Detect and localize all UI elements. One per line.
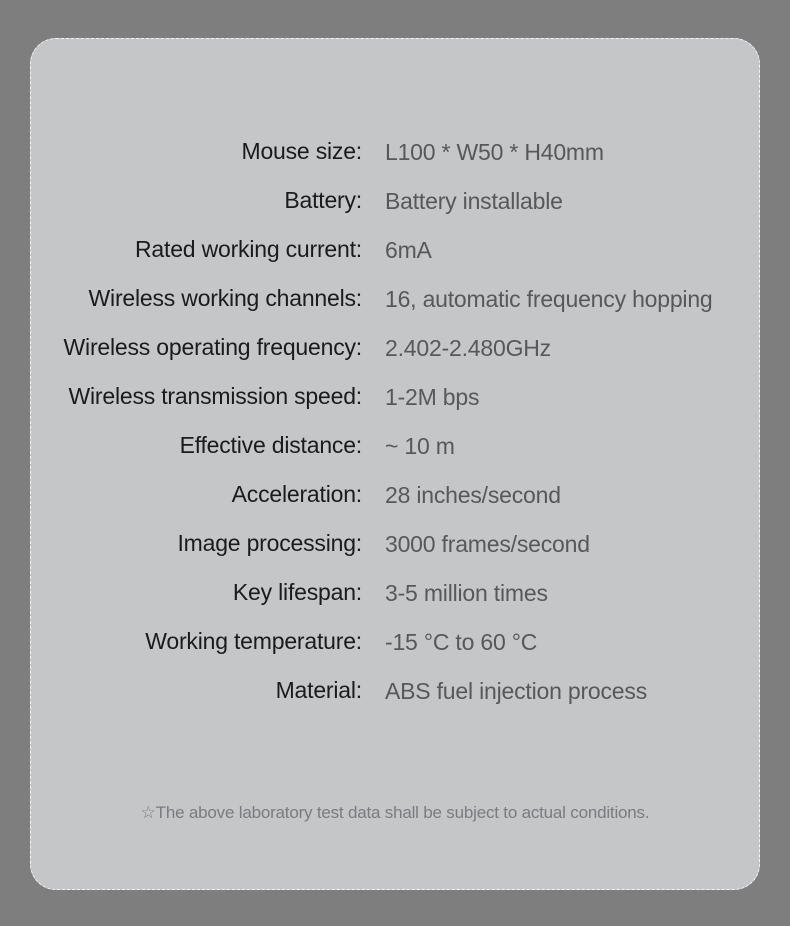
footnote-disclaimer: ☆The above laboratory test data shall be subject to actual conditions.: [140, 803, 650, 822]
spec-list: [31, 136, 759, 724]
spec-label: Mouse size:: [241, 138, 362, 164]
spec-row-wireless-frequency: [31, 332, 759, 381]
spec-row-mouse-size: [31, 136, 759, 185]
spec-value: ABS fuel injection process: [385, 678, 647, 704]
spec-label: Battery:: [284, 187, 362, 213]
spec-label: Rated working current:: [135, 236, 362, 262]
spec-row-effective-distance: [31, 430, 759, 479]
spec-row-transmission-speed: [31, 381, 759, 430]
spec-label: Wireless operating frequency:: [63, 334, 362, 360]
spec-value: 6mA: [385, 237, 432, 263]
spec-value: 2.402-2.480GHz: [385, 335, 551, 361]
spec-row-wireless-channels: [31, 283, 759, 332]
spec-row-acceleration: [31, 479, 759, 528]
spec-row-key-lifespan: [31, 577, 759, 626]
spec-value: 28 inches/second: [385, 482, 561, 508]
spec-value: 3-5 million times: [385, 580, 548, 606]
spec-row-working-temperature: [31, 626, 759, 675]
spec-label: Wireless working channels:: [88, 285, 362, 311]
spec-row-material: [31, 675, 759, 724]
spec-card: [30, 38, 760, 890]
spec-label: Key lifespan:: [232, 579, 362, 605]
spec-value: 3000 frames/second: [385, 531, 590, 557]
spec-row-image-processing: [31, 528, 759, 577]
spec-value: L100 * W50 * H40mm: [385, 139, 604, 165]
spec-label: Image processing:: [177, 530, 362, 556]
spec-value: ~ 10 m: [385, 433, 455, 459]
spec-value: -15 °C to 60 °C: [385, 629, 538, 655]
spec-label: Wireless transmission speed:: [68, 383, 362, 409]
spec-label: Material:: [275, 677, 362, 703]
spec-value: 1-2M bps: [385, 384, 480, 410]
spec-row-rated-current: [31, 234, 759, 283]
spec-label: Acceleration:: [231, 481, 362, 507]
spec-label: Effective distance:: [179, 432, 362, 458]
spec-value: Battery installable: [385, 188, 563, 214]
spec-row-battery: [31, 185, 759, 234]
spec-value: 16, automatic frequency hopping: [385, 286, 713, 312]
spec-label: Working temperature:: [145, 628, 362, 654]
